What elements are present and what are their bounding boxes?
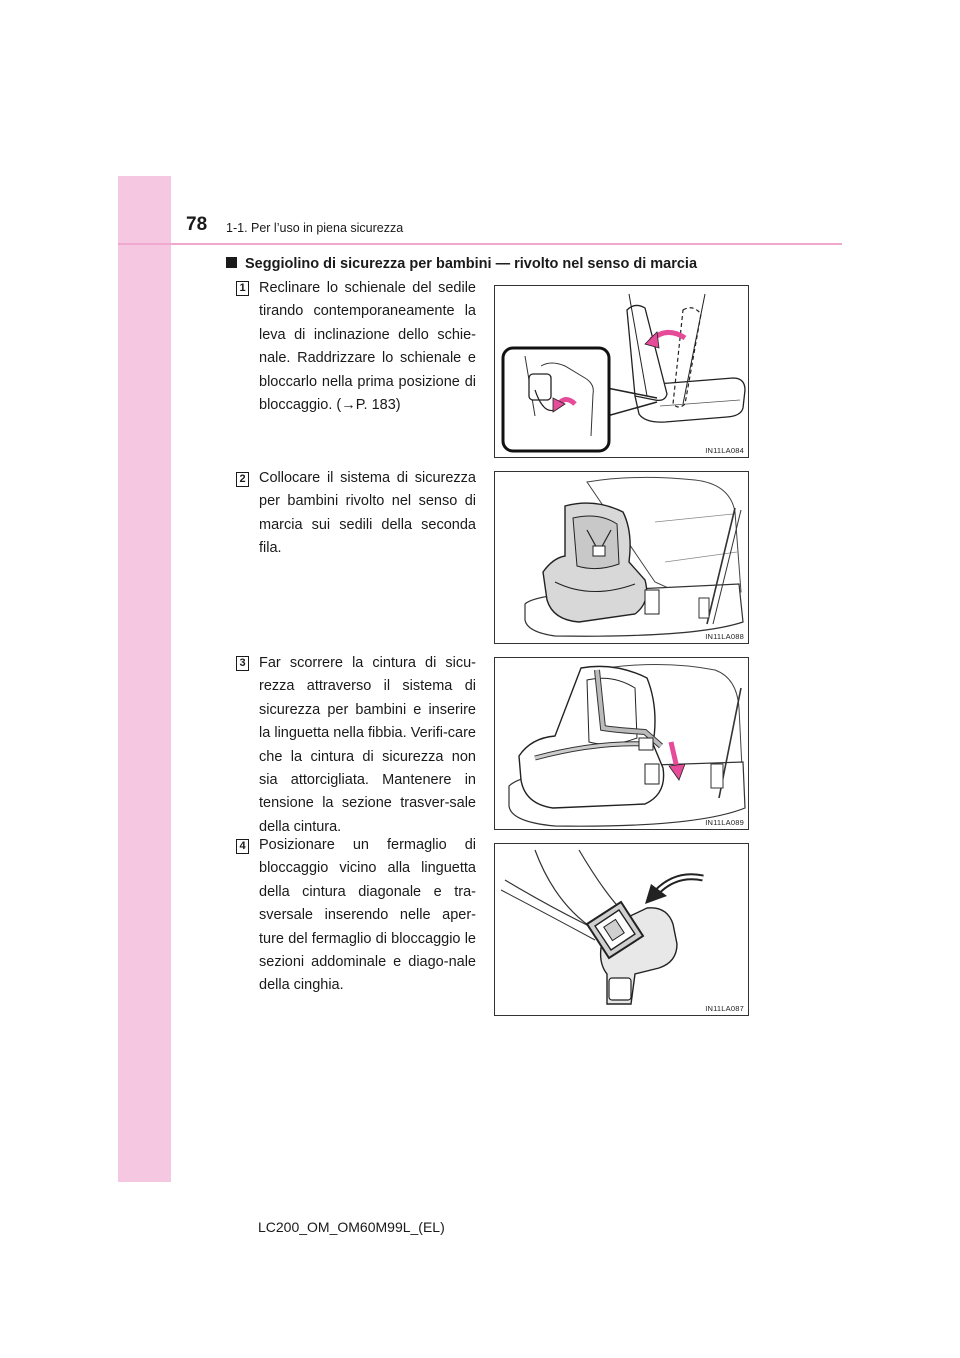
step-text-4: Posizionare un fermaglio di bloccaggio vicino alla linguetta della cintura diagonale e tra-sversale inserendo nelle aper-ture del fermaglio di bloccaggio le sezioni addominale e diago-nale della cinghia. [259, 837, 476, 994]
footer-doc-code: LC200_OM_OM60M99L_(EL) [258, 1219, 445, 1235]
step-text-3: Far scorrere la cintura di sicu-rezza attraverso il sistema di sicurezza per bambini e inserire la linguetta nella fibbia. Verifi-care che la cintura di sicurezza non sia attorcigliata. Mantenere in tensione la sezione trasver-sale della cintura. [259, 655, 476, 835]
figure-locking-clip [494, 843, 749, 1016]
step-number-4: 4 [236, 839, 249, 854]
side-tab [118, 176, 171, 1182]
step-text-2: Collocare il sistema di sicurezza per bambini rivolto nel senso di marcia sui sedili della seconda fila. [259, 470, 476, 557]
figure-code-3: IN11LA089 [705, 818, 744, 827]
seat-recline-illustration [495, 286, 749, 458]
figure-seat-recline [494, 285, 749, 458]
page-number: 78 [186, 214, 208, 235]
figure-child-seat-placement [494, 471, 749, 644]
figure-belt-routing [494, 657, 749, 830]
figure-code-1: IN11LA084 [705, 446, 744, 455]
section-title: 1-1. Per l’uso in piena sicurezza [226, 221, 404, 235]
figure-code-2: IN11LA088 [705, 632, 744, 641]
square-bullet-icon [226, 257, 237, 268]
step-number-3: 3 [236, 656, 249, 671]
step-number-2: 2 [236, 472, 249, 487]
subheading [226, 256, 697, 272]
belt-routing-illustration [495, 658, 749, 830]
header-divider [118, 243, 842, 245]
locking-clip-illustration [495, 844, 749, 1016]
step-text-1: Reclinare lo schienale del sedile tirando contemporaneamente la leva di inclinazione dello schie-nale. Raddrizzare lo schienale e bloccarlo nella prima posizione di bloccaggio. (→P. 183) [259, 280, 476, 414]
child-seat-illustration [495, 472, 749, 644]
step-number-1: 1 [236, 281, 249, 296]
figure-code-4: IN11LA087 [705, 1004, 744, 1013]
subheading-text: Seggiolino di sicurezza per bambini — rivolto nel senso di marcia [245, 256, 698, 272]
